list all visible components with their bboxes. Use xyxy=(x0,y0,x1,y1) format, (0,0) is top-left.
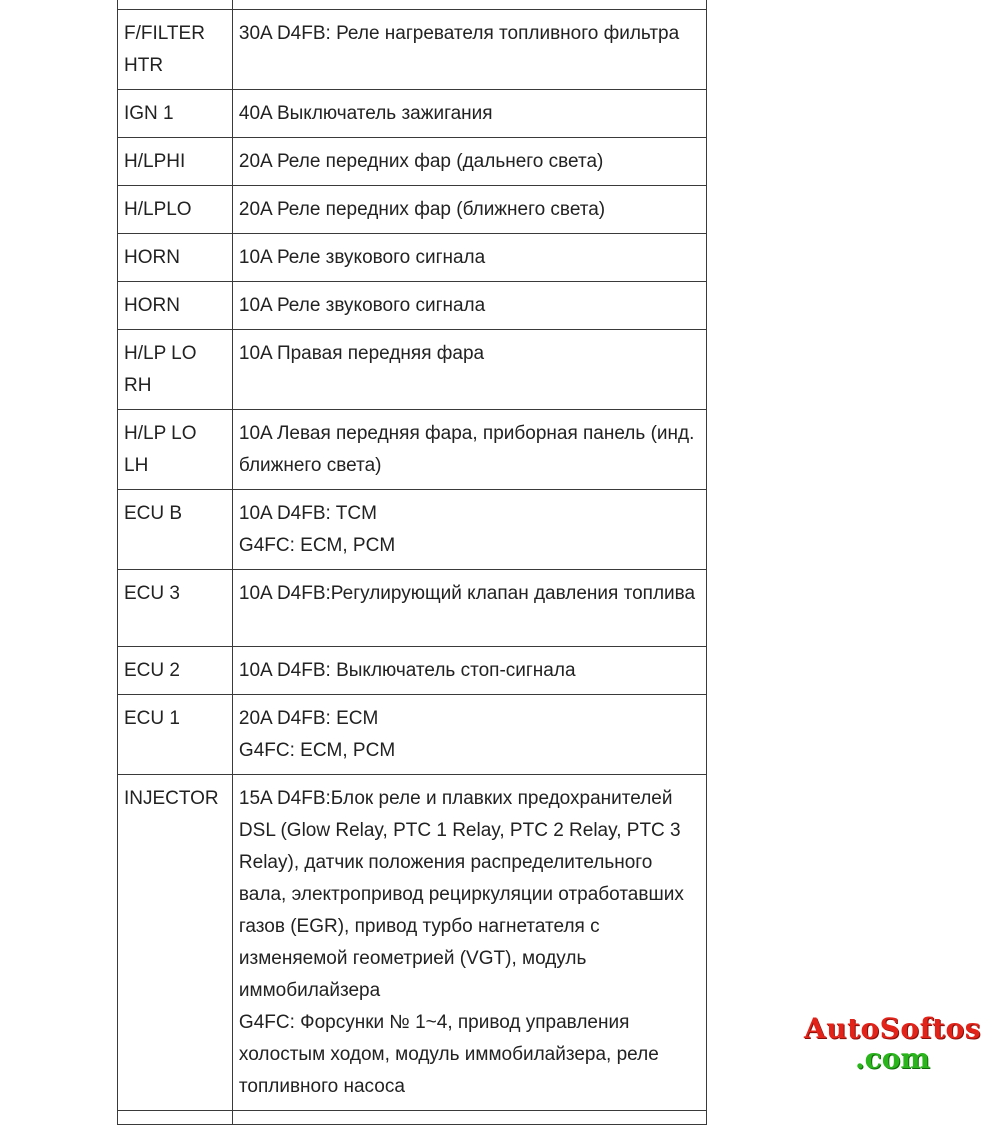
fuse-row xyxy=(118,330,707,410)
fuse-row xyxy=(118,10,707,90)
fuse-description-line: 20A Реле передних фар (ближнего света) xyxy=(238,199,606,220)
fuse-description-line: 10A Реле звукового сигнала xyxy=(238,247,486,268)
fuse-description-line: 15A D4FB:Блок реле и плавких предохранителей DSL (Glow Relay, PTC 1 Relay, PTC 2 Relay, PTC 3 Relay), датчик положения распределительного вала, электропривод рециркуляции отработавших газов (EGR), привод турбо нагнетателя с изменяемой геометрией (VGT), модуль иммобилайзера xyxy=(238,788,684,1001)
fuse-description-line: G4FC: ECM, PCM xyxy=(238,740,396,761)
fuse-description-line: G4FC: ECM, PCM xyxy=(238,535,396,556)
fuse-description-line: 20A Реле передних фар (дальнего света) xyxy=(238,151,604,172)
fuse-description-line: 10A Левая передняя фара, приборная панель (инд. ближнего света) xyxy=(238,423,695,476)
fuse-name-cell: HORN xyxy=(118,282,233,330)
fuse-description-cell xyxy=(232,647,706,695)
fuse-row xyxy=(118,775,707,1111)
fuse-description-line: 30A D4FB: Реле нагревателя топливного фильтра xyxy=(238,23,680,44)
fuse-name-cell: ECU 2 xyxy=(118,647,233,695)
fuse-row xyxy=(118,695,707,775)
fuse-row xyxy=(118,234,707,282)
fuse-name-cell: ECU 1 xyxy=(118,695,233,775)
fuse-row xyxy=(118,138,707,186)
fuse-description-line: 40A Выключатель зажигания xyxy=(238,103,493,124)
fuse-row xyxy=(118,410,707,490)
fuse-name-cell: H/LPHI xyxy=(118,138,233,186)
fuse-description-line: 10A D4FB: Выключатель стоп-сигнала xyxy=(238,660,576,681)
fuse-row xyxy=(118,1111,707,1125)
fuse-row xyxy=(118,186,707,234)
fuse-name-cell: H/LP LO RH xyxy=(118,330,233,410)
fuse-name-cell: ECU B xyxy=(118,490,233,570)
fuse-name-cell: IGN 1 xyxy=(118,90,233,138)
fuse-row xyxy=(118,0,707,10)
fuse-description-cell xyxy=(232,490,706,570)
fuse-description-cell xyxy=(232,10,706,90)
fuse-description-line: 10A Реле звукового сигнала xyxy=(238,295,486,316)
fuse-row xyxy=(118,570,707,647)
fuse-description-line: 20A D4FB: ECM xyxy=(238,708,379,729)
fuse-description-cell xyxy=(232,1111,706,1125)
watermark-line1: AutoSoftos xyxy=(803,1012,981,1045)
fuse-description-cell xyxy=(232,234,706,282)
fuse-name-cell: F/FILTER HTR xyxy=(118,10,233,90)
watermark-line2: .com xyxy=(854,1042,931,1075)
fuse-name-cell: HORN xyxy=(118,234,233,282)
fuse-description-cell xyxy=(232,0,706,10)
fuse-name-cell: INJECTOR xyxy=(118,775,233,1111)
fuse-row xyxy=(118,490,707,570)
fuse-table xyxy=(117,0,707,1125)
fuse-description-cell xyxy=(232,570,706,647)
autosoftos-watermark xyxy=(790,1013,995,1073)
fuse-description-line: G4FC: Форсунки № 1~4, привод управления холостым ходом, модуль иммобилайзера, реле топливного насоса xyxy=(238,1012,659,1097)
fuse-description-cell xyxy=(232,186,706,234)
fuse-row xyxy=(118,90,707,138)
fuse-description-cell xyxy=(232,410,706,490)
fuse-name-cell xyxy=(118,0,233,10)
fuse-description-cell xyxy=(232,775,706,1111)
fuse-description-cell xyxy=(232,282,706,330)
fuse-description-cell xyxy=(232,138,706,186)
fuse-name-cell: H/LPLO xyxy=(118,186,233,234)
fuse-description-cell xyxy=(232,695,706,775)
fuse-description-cell xyxy=(232,90,706,138)
fuse-description-line: 10A D4FB:Регулирующий клапан давления топлива xyxy=(238,583,696,604)
fuse-description-line: 10A Правая передняя фара xyxy=(238,343,485,364)
fuse-row xyxy=(118,282,707,330)
fuse-name-cell xyxy=(118,1111,233,1125)
fuse-name-cell: ECU 3 xyxy=(118,570,233,647)
fuse-description-cell xyxy=(232,330,706,410)
fuse-table-body xyxy=(118,0,707,1125)
fuse-name-cell: H/LP LO LH xyxy=(118,410,233,490)
fuse-table-container xyxy=(117,0,707,1125)
fuse-row xyxy=(118,647,707,695)
fuse-description-line: 10A D4FB: TCM xyxy=(238,503,377,524)
